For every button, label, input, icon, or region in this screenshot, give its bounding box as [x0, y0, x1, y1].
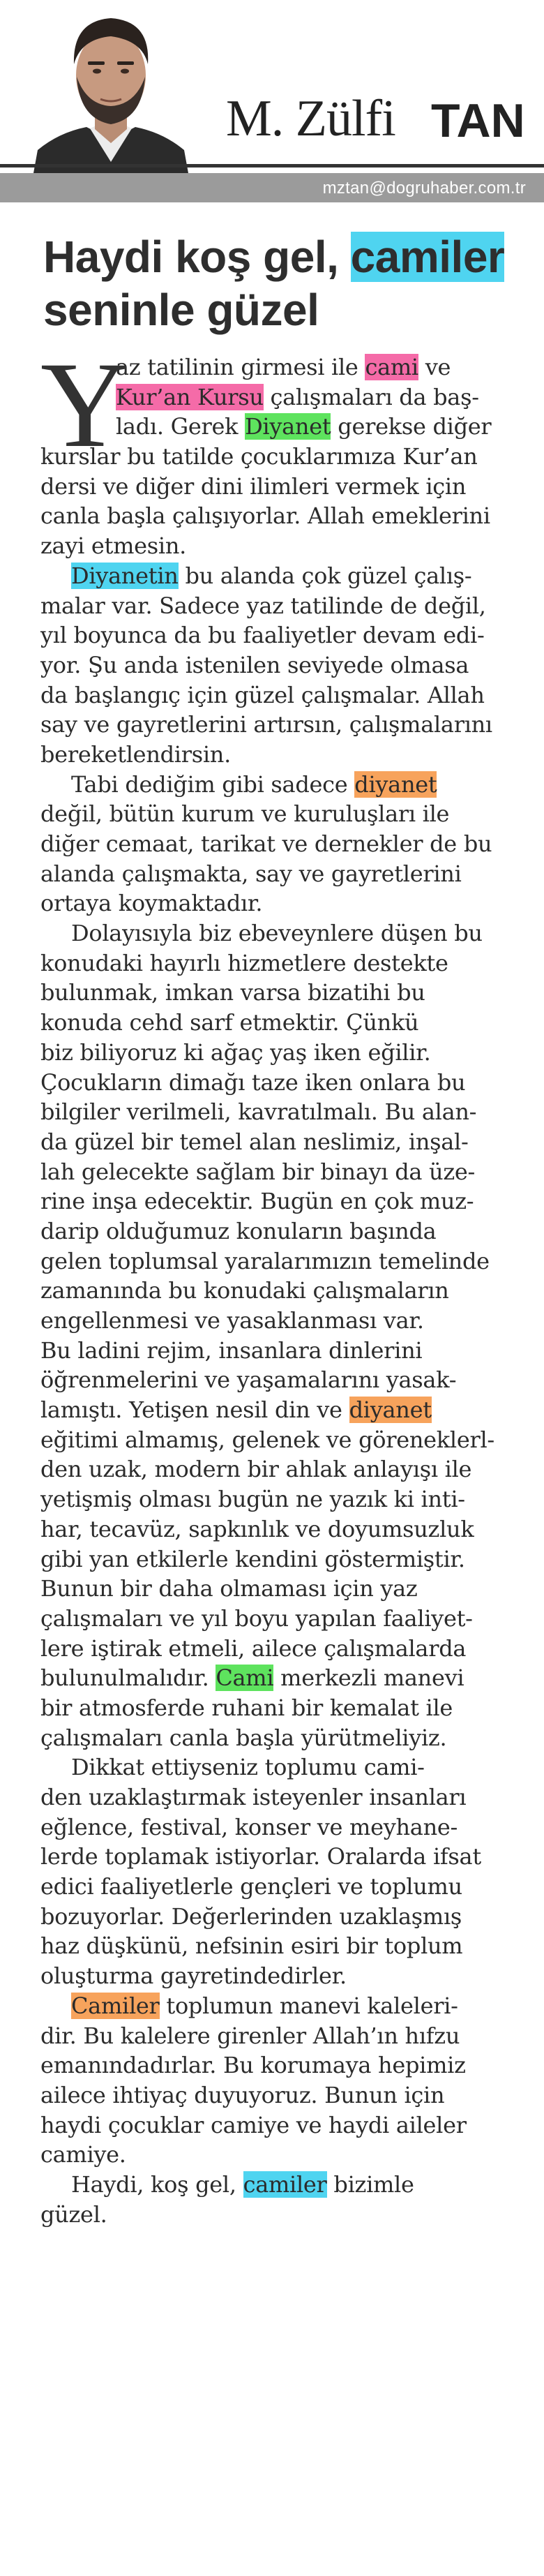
line-text: lere iştirak etmeli, ailece çalışmalarda — [40, 1635, 467, 1662]
line-text: den uzak, modern bir ahlak anlayışı ile — [40, 1456, 472, 1483]
line-text: çalışmaları da baş- — [263, 383, 479, 410]
article-line — [40, 1484, 534, 1514]
article-line — [40, 2080, 534, 2110]
line-text: kurslar bu tatilde çocuklarımıza Kur’an — [40, 443, 478, 470]
title-highlight: camiler — [350, 232, 505, 282]
line-text: engellenmesi ve yasaklanması var. — [40, 1307, 424, 1334]
article-line — [40, 1246, 534, 1276]
line-text: zayi etmesin. — [40, 533, 187, 560]
article-line — [40, 1723, 534, 1753]
article-line — [40, 1038, 534, 1068]
line-text: konudaki hayırlı hizmetlere destekte — [40, 949, 448, 976]
article-line — [40, 2140, 534, 2170]
drop-cap: Y — [40, 337, 129, 473]
article-line — [40, 501, 534, 531]
line-text: Bunun bir daha olmaması için yaz — [40, 1575, 418, 1602]
line-text: Dikkat ettiyseniz toplumu cami- — [71, 1754, 425, 1781]
author-photo — [31, 0, 191, 188]
line-text: zamanında bu konudaki çalışmaların — [40, 1277, 449, 1304]
article-line — [40, 948, 534, 978]
highlighted-word: diyanet — [349, 1397, 432, 1424]
article-line — [40, 829, 534, 859]
article-line — [40, 2200, 534, 2230]
article-line — [40, 978, 534, 1008]
header-divider — [0, 164, 544, 167]
line-text: emanındadırlar. Bu korumaya hepimiz — [40, 2052, 466, 2079]
article-line — [40, 770, 534, 800]
highlighted-word: Diyanetin — [71, 562, 179, 589]
line-text: malar var. Sadece yaz tatilinde de değil, — [40, 592, 486, 619]
article-line — [40, 1812, 534, 1842]
line-text: edici faaliyetlerle gençleri ve toplumu — [40, 1873, 462, 1900]
title-prefix: Haydi koş gel, — [43, 232, 351, 282]
author-first-name: M. Zülfi — [226, 90, 395, 147]
line-text: Bu ladini rejim, insanlara dinlerini — [40, 1337, 423, 1364]
line-text: bozuyorlar. Değerlerinden uzaklaşmış — [40, 1903, 462, 1930]
article-line — [40, 1574, 534, 1604]
title-line-2: seninle güzel — [43, 285, 319, 335]
article-line — [40, 2170, 534, 2200]
line-text: bilgiler verilmeli, kavratılmalı. Bu alan- — [40, 1099, 477, 1126]
line-text: çalışmaları canla başla yürütmeliyiz. — [40, 1724, 447, 1751]
line-text: yıl boyunca da bu faaliyetler devam edi- — [40, 622, 485, 649]
article-line — [40, 1842, 534, 1872]
article-line — [40, 918, 534, 948]
article-line — [40, 1186, 534, 1216]
line-text: lah gelecekte sağlam bir binayı da üze- — [40, 1158, 476, 1185]
line-text: eğitimi almamış, gelenek ve göreneklerl- — [40, 1426, 494, 1453]
line-text: ortaya koymaktadır. — [40, 890, 263, 917]
highlighted-word: Camiler — [71, 1992, 160, 2019]
article-line — [40, 620, 534, 650]
article-line — [40, 1902, 534, 1932]
article-line — [40, 531, 534, 561]
line-text: merkezli manevi — [273, 1665, 464, 1692]
article-line — [40, 1991, 534, 2021]
article-line — [40, 1306, 534, 1336]
article-line — [40, 1425, 534, 1455]
line-text: oluşturma gayretindedirler. — [40, 1963, 347, 1990]
article-line — [40, 1752, 534, 1782]
line-text: eğlence, festival, konser ve meyhane- — [40, 1813, 458, 1840]
line-text: konuda cehd sarf etmektir. Çünkü — [40, 1009, 419, 1036]
line-text: bir atmosferde ruhani bir kemalat ile — [40, 1694, 453, 1721]
article-line — [40, 1634, 534, 1664]
line-text: bereketlendirsin. — [40, 740, 231, 768]
article-line — [40, 1454, 534, 1484]
article-line — [40, 1544, 534, 1574]
article-line — [40, 888, 534, 918]
line-text: az tatilinin girmesi ile — [116, 354, 365, 380]
author-last-name: TAN — [431, 94, 525, 147]
highlighted-word: cami — [365, 354, 418, 380]
highlighted-word: Kur’an Kursu — [116, 383, 264, 410]
column-header — [0, 0, 544, 208]
article-line — [40, 1097, 534, 1127]
line-text: yetişmiş olması bugün ne yazık ki inti- — [40, 1486, 465, 1513]
article-line — [40, 2021, 534, 2051]
line-text: gibi yan etkilerle kendini göstermiştir. — [40, 1545, 465, 1572]
line-text: bizimle — [326, 2171, 414, 2198]
line-text: Tabi dediğim gibi sadece — [71, 770, 355, 798]
line-text: canla başla çalışıyorlar. Allah emeklerini — [40, 502, 490, 530]
line-text: da güzel bir temel alan neslimiz, inşal- — [40, 1128, 469, 1155]
line-text: öğrenmelerini ve yaşamalarını yasak- — [40, 1367, 457, 1394]
article-line — [40, 1693, 534, 1723]
article-body — [40, 337, 534, 2229]
line-text: biz biliyoruz ki ağaç yaş iken eğilir. — [40, 1038, 431, 1066]
article-line — [40, 1336, 534, 1366]
article-line — [40, 710, 534, 740]
line-text: dir. Bu kalelere girenler Allah’ın hıfzu — [40, 2022, 460, 2049]
line-text: toplumun manevi kaleleri- — [159, 1992, 458, 2019]
article-line — [40, 1068, 534, 1098]
line-text: gelen toplumsal yaralarımızın temelinde — [40, 1247, 490, 1274]
article-line — [40, 1931, 534, 1961]
line-text: gerekse diğer — [331, 413, 492, 440]
line-text: rine inşa edecektir. Bugün en çok muz- — [40, 1188, 474, 1215]
line-text: den uzaklaştırmak isteyenler insanları — [40, 1784, 467, 1810]
line-text: har, tecavüz, sapkınlık ve doyumsuzluk — [40, 1515, 474, 1542]
line-text: çalışmaları ve yıl boyu yapılan faaliyet- — [40, 1605, 473, 1632]
line-text: bulunmak, imkan varsa bizatihi bu — [40, 979, 425, 1006]
article-line — [40, 859, 534, 889]
article-line — [40, 1216, 534, 1246]
line-text: haz düşkünü, nefsinin esiri bir toplum — [40, 1933, 463, 1960]
author-email[interactable]: mztan@dogruhaber.com.tr — [322, 179, 526, 198]
article-line — [40, 2050, 534, 2080]
line-text: lerde toplamak istiyorlar. Oralarda ifsat — [40, 1843, 481, 1870]
article-line — [40, 591, 534, 621]
highlighted-word: diyanet — [354, 770, 437, 798]
line-text: da başlangıç için güzel çalışmalar. Allah — [40, 681, 485, 708]
article-line — [40, 561, 534, 591]
line-text: bulunulmalıdır. — [40, 1665, 216, 1692]
article-line — [40, 1276, 534, 1306]
email-bar — [0, 173, 544, 202]
line-text: diğer cemaat, tarikat ve dernekler de bu — [40, 831, 492, 857]
author-name — [209, 89, 530, 159]
article-line — [40, 680, 534, 710]
line-text: alanda çalışmakta, say ve gayretlerini — [40, 860, 462, 887]
highlighted-word: camiler — [243, 2171, 327, 2198]
article-line — [40, 650, 534, 680]
line-text: güzel. — [40, 2201, 107, 2228]
article-line — [40, 1365, 534, 1395]
highlighted-word: Cami — [216, 1665, 274, 1692]
article-line — [40, 1395, 534, 1425]
line-text: ladı. Gerek — [116, 413, 245, 440]
line-text: değil, bütün kurum ve kuruluşları ile — [40, 801, 450, 828]
line-text: ailece ihtiyaç duyuyoruz. Bunun için — [40, 2081, 445, 2108]
article-line — [40, 472, 534, 502]
line-text: yor. Şu anda istenilen seviyede olmasa — [40, 651, 469, 678]
article-line — [40, 1514, 534, 1544]
article-line — [40, 1961, 534, 1991]
line-text: ve — [418, 354, 451, 380]
article-line — [40, 1872, 534, 1902]
line-text: darip olduğumuz konuların başında — [40, 1217, 437, 1244]
line-text: camiye. — [40, 2141, 126, 2168]
line-text: Çocukların dimağı taze iken onlara bu — [40, 1069, 466, 1096]
article-line — [40, 1604, 534, 1634]
article-line — [40, 1127, 534, 1157]
article-line — [40, 1008, 534, 1038]
line-text: say ve gayretlerini artırsın, çalışmalarını — [40, 711, 492, 738]
article-line — [40, 2110, 534, 2141]
line-text: Haydi, koş gel, — [71, 2171, 243, 2198]
line-text: Dolayısıyla biz ebeveynlere düşen bu — [71, 920, 483, 947]
line-text: dersi ve diğer dini ilimleri vermek için — [40, 472, 467, 500]
article-title — [43, 230, 531, 336]
line-text: bu alanda çok güzel çalış- — [178, 562, 472, 589]
article-line — [40, 740, 534, 770]
article-line — [40, 1663, 534, 1693]
line-text: lamıştı. Yetişen nesil din ve — [40, 1397, 349, 1424]
article-line — [40, 1157, 534, 1187]
article-line — [40, 799, 534, 829]
highlighted-word: Diyanet — [245, 413, 331, 440]
article-line — [40, 1782, 534, 1812]
line-text: haydi çocuklar camiye ve haydi aileler — [40, 2111, 467, 2138]
